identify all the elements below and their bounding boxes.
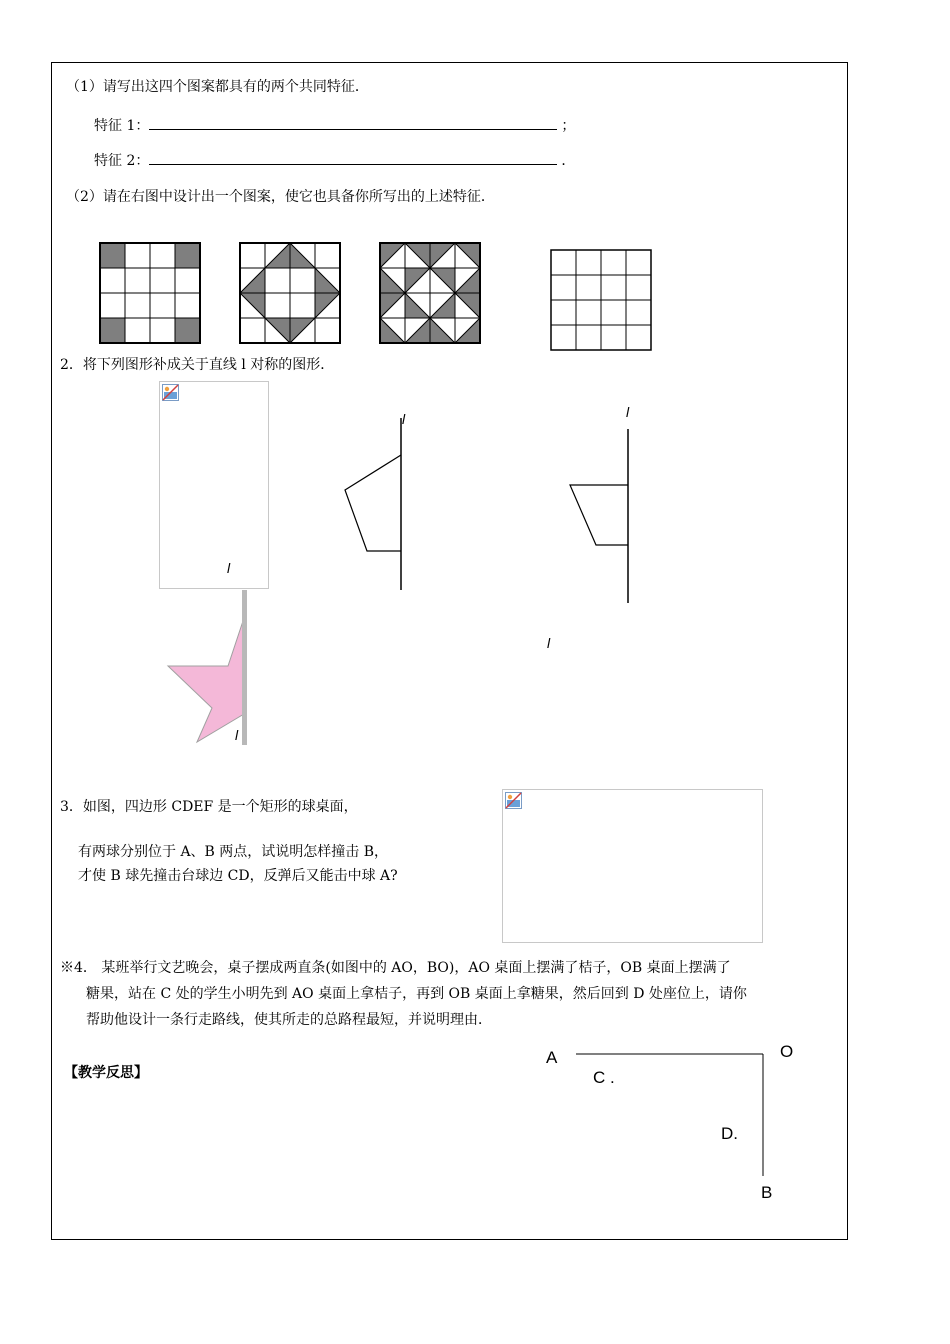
pattern-3-cell: [380, 243, 405, 268]
pattern-3-cell: [455, 268, 480, 293]
pattern-4-empty-grid[interactable]: [551, 250, 652, 351]
pattern-3-cell: [380, 293, 405, 318]
image-placeholder: [159, 381, 269, 589]
star-half-figure: [160, 588, 260, 758]
q2-text: 2．将下列图形补成关于直线 l 对称的图形．: [60, 357, 335, 373]
axis-label-l: l: [402, 411, 406, 427]
q3-line2: 有两球分别位于 A、B 两点，试说明怎样撞击 B，: [78, 844, 389, 860]
axis-label-l: l: [626, 404, 630, 420]
q3-line1: 3．如图，四边形 CDEF 是一个矩形的球桌面，: [60, 799, 358, 815]
pattern-1-cell: [175, 243, 200, 268]
pattern-3-cell: [455, 243, 480, 268]
q3-line3: 才使 B 球先撞击台球边 CD，反弹后又能击中球 A?: [78, 868, 398, 884]
pattern-1-cell: [100, 243, 125, 268]
axis-line: [242, 590, 247, 745]
pattern-3-cell: [380, 318, 405, 343]
pattern-1-cell: [100, 318, 125, 343]
pattern-3-cell: [430, 318, 455, 343]
feature1-row: [94, 116, 575, 135]
point-B-label: B: [761, 1183, 773, 1202]
pattern-3-cell: [430, 268, 455, 293]
feature1-label: 特征 1：: [94, 118, 150, 134]
star-half-shape: [168, 618, 244, 742]
q1-part1: （1）请写出这四个图案都具有的两个共同特征．: [66, 79, 369, 95]
point-A-label: A: [546, 1048, 558, 1067]
q4-line2: 糖果，站在 C 处的学生小明先到 AO 桌面上拿桔子，再到 OB 桌面上拿糖果，然后回到 D 处座位上，请你: [86, 986, 747, 1002]
pattern-3-cell: [405, 268, 430, 293]
symmetry-figure-1: [340, 410, 410, 592]
feature1-blank[interactable]: [149, 116, 557, 130]
axis-label-l: l: [547, 635, 551, 651]
point-O-label: O: [780, 1042, 794, 1061]
pattern-3-cell: [405, 243, 430, 268]
pattern-3-cell: [430, 243, 455, 268]
teaching-reflection-heading: 【教学反思】: [64, 1065, 148, 1081]
axis-label-l: l: [227, 560, 231, 576]
pattern-3-cell: [405, 318, 430, 343]
feature2-end: ．: [561, 153, 576, 169]
q1-part2: （2）请在右图中设计出一个图案，使它也具备你所写出的上述特征．: [66, 189, 495, 205]
image-placeholder: [502, 789, 763, 943]
pattern-3-cell: [380, 268, 405, 293]
broken-image-icon: [162, 384, 179, 401]
symmetry-figure-2: [565, 425, 635, 605]
half-shape: [570, 485, 628, 545]
feature2-label: 特征 2：: [94, 153, 150, 169]
pattern-3-cell: [455, 293, 480, 318]
axis-label-l: l: [235, 727, 239, 743]
feature1-end: ；: [561, 118, 576, 134]
half-shape: [345, 455, 401, 551]
point-C-label: C .: [593, 1068, 615, 1087]
pattern-1-cell: [175, 318, 200, 343]
broken-image-icon: [505, 792, 522, 809]
pattern-1: [100, 243, 201, 344]
q4-line1: ※4． 某班举行文艺晚会，桌子摆成两直条(如图中的 AO，BO)，AO 桌面上摆满了桔子，OB 桌面上摆满了: [60, 960, 731, 976]
q4-line3: 帮助他设计一条行走路线，使其所走的总路程最短，并说明理由．: [86, 1012, 492, 1028]
feature2-row: [94, 151, 575, 170]
pattern-2: [240, 243, 341, 344]
point-D-label: D.: [721, 1124, 738, 1143]
pattern-3-cell: [455, 318, 480, 343]
pattern-3-cell: [405, 293, 430, 318]
pattern-3-cell: [430, 293, 455, 318]
feature2-blank[interactable]: [149, 151, 557, 165]
pattern-3: [380, 243, 481, 344]
